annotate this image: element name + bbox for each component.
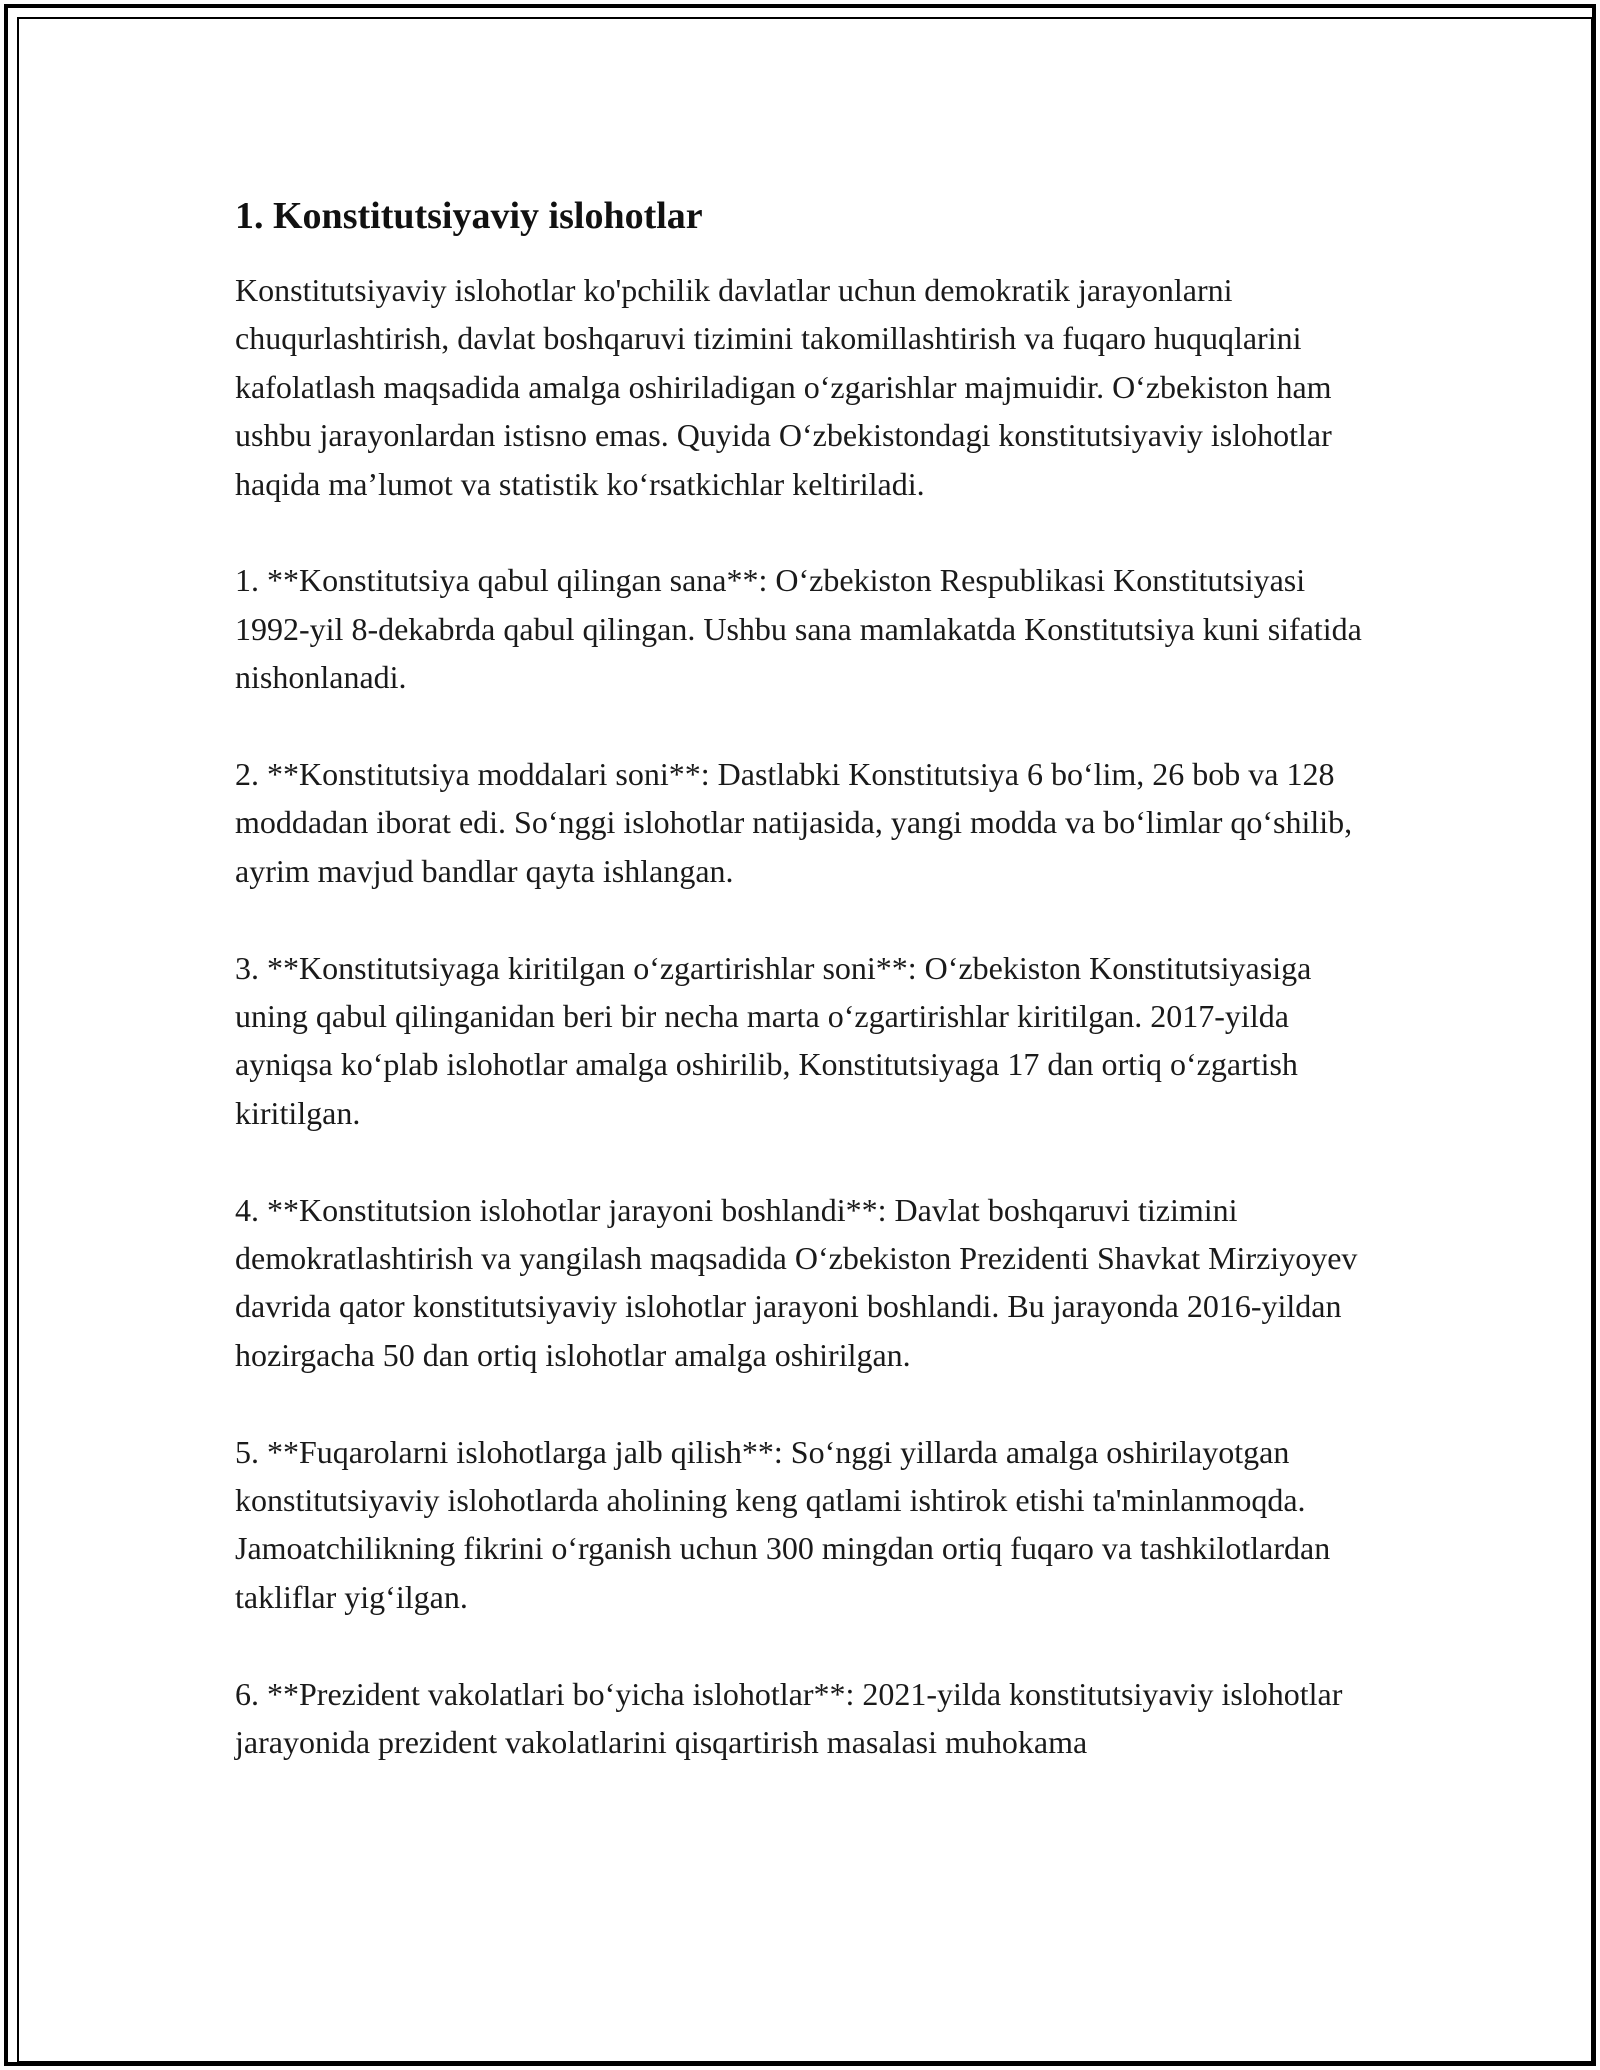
list-item-5: 5. **Fuqarolarni islohotlarga jalb qilish**: So‘nggi yillarda amalga oshirilayotgan konstitutsiyaviy islohotlarda aholining keng qatlami ishtirok etishi ta'minlanmoqda. Jamoatchilikning fikrini o‘rganish uchun 300 mingdan ortiq fuqaro va tashkilotlardan takliflar yig‘ilgan. xyxy=(235,1433,1331,1615)
intro-paragraph: Konstitutsiyaviy islohotlar ko'pchilik davlatlar uchun demokratik jarayonlarni chuqurlashtirish, davlat boshqaruvi tizimini takomillashtirish va fuqaro huquqlarini kafolatlash maqsadida amalga oshiriladigan o‘zgarishlar majmuidir. O‘zbekiston ham ushbu jarayonlardan istisno emas. Quyida O‘zbekistondagi konstitutsiyaviy islohotlar haqida ma’lumot va statistik ko‘rsatkichlar keltiriladi. xyxy=(235,272,1332,502)
list-item-3: 3. **Konstitutsiyaga kiritilgan o‘zgartirishlar soni**: O‘zbekiston Konstitutsiyasiga uning qabul qilinganidan beri bir necha marta o‘zgartirishlar kiritilgan. 2017-yilda ayniqsa ko‘plab islohotlar amalga oshirilib, Konstitutsiyaga 17 dan ortiq o‘zgartish kiritilgan. xyxy=(235,949,1312,1131)
list-item-4: 4. **Konstitutsion islohotlar jarayoni boshlandi**: Davlat boshqaruvi tizimini demokratlashtirish va yangilash maqsadida O‘zbekiston Prezidenti Shavkat Mirziyoyev davrida qator konstitutsiyaviy islohotlar jarayoni boshlandi. Bu jarayonda 2016-yildan hozirgacha 50 dan ortiq islohotlar amalga oshirilgan. xyxy=(235,1191,1358,1373)
list-item-6: 6. **Prezident vakolatlari bo‘yicha islohotlar**: 2021-yilda konstitutsiyaviy islohotlar jarayonida prezident vakolatlarini qisqartirish masalasi muhokama xyxy=(235,1675,1343,1761)
document-body xyxy=(235,186,1375,1767)
list-item-2: 2. **Konstitutsiya moddalari soni**: Dastlabki Konstitutsiya 6 bo‘lim, 26 bob va 128 moddadan iborat edi. So‘nggi islohotlar natijasida, yangi modda va bo‘limlar qo‘shilib, ayrim mavjud bandlar qayta ishlangan. xyxy=(235,756,1353,889)
section-heading: 1. Konstitutsiyaviy islohotlar xyxy=(235,195,703,237)
list-item-1: 1. **Konstitutsiya qabul qilingan sana**: O‘zbekiston Respublikasi Konstitutsiyasi 1992-yil 8-dekabrda qabul qilingan. Ushbu sana mamlakatda Konstitutsiya kuni sifatida nishonlanadi. xyxy=(235,562,1362,696)
